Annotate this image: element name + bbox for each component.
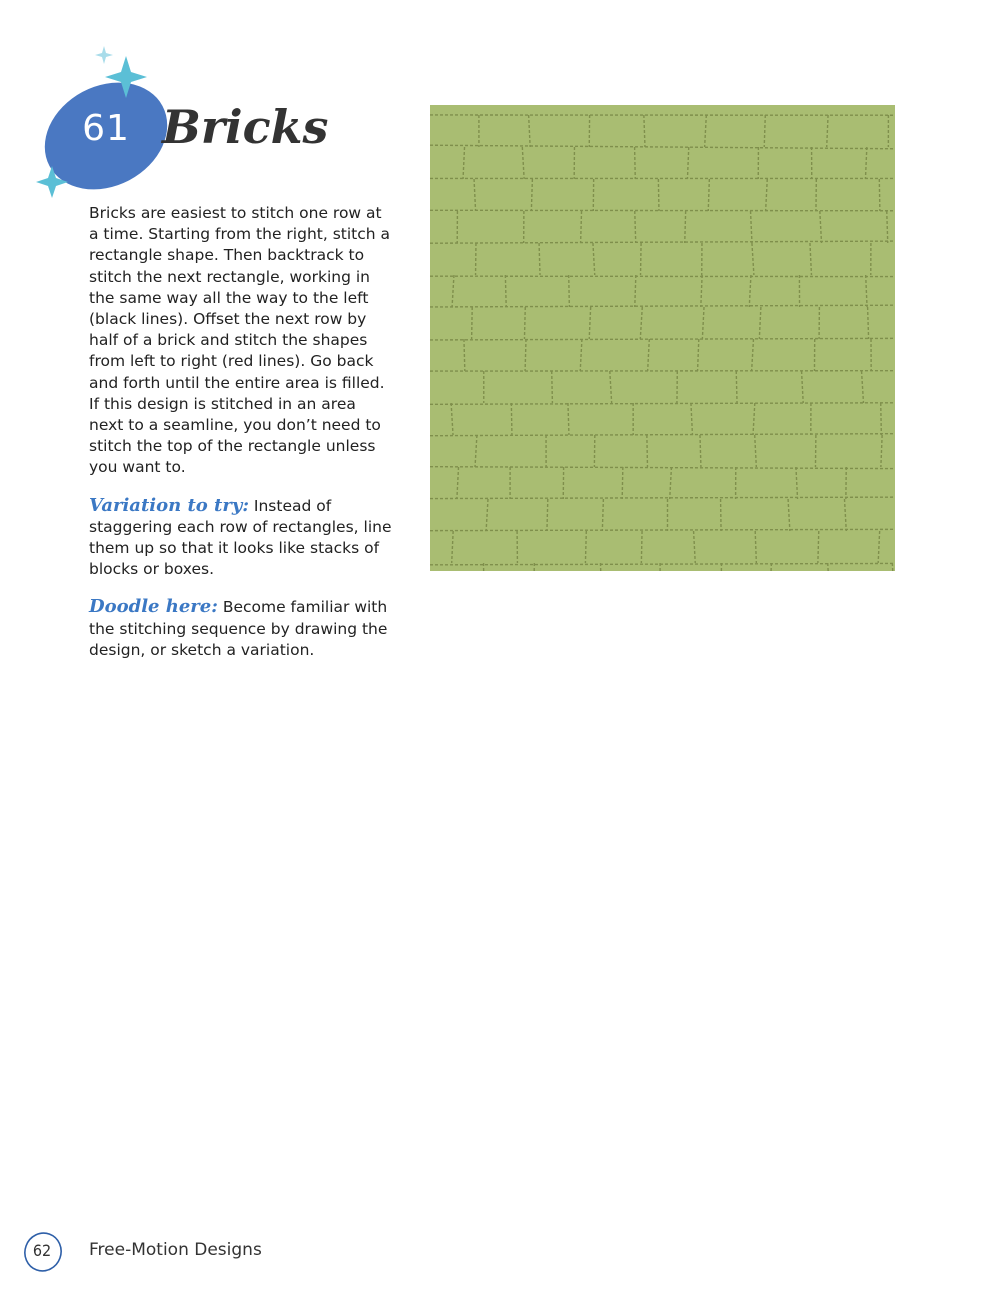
stitch-line [736, 371, 737, 403]
stitch-line [622, 467, 623, 499]
stitch-line [569, 275, 570, 307]
quilted-fabric-swatch [430, 105, 895, 571]
stitch-line [721, 499, 722, 531]
stitch-line [702, 307, 704, 339]
stitch-line [547, 499, 548, 531]
stitch-line [828, 563, 830, 571]
stitch-line [430, 529, 895, 530]
stitch-line [464, 339, 465, 371]
stitch-line [452, 275, 454, 307]
stitch-line [698, 339, 699, 371]
stitch-line [753, 403, 755, 435]
book-title: Free-Motion Designs [89, 1240, 262, 1260]
stitch-line [685, 211, 686, 243]
stitch-line [635, 211, 636, 243]
stitch-line [486, 499, 488, 531]
stitch-line [755, 435, 757, 467]
stitch-line [525, 339, 526, 371]
stitch-line [430, 338, 895, 340]
stitch-line [430, 241, 895, 243]
doodle-paragraph [89, 596, 394, 661]
stitch-line [524, 307, 525, 339]
stitch-line [529, 115, 531, 147]
stitch-line [505, 275, 506, 307]
stitch-line [892, 563, 894, 571]
stitch-line [749, 275, 751, 307]
stitch-line [687, 147, 688, 179]
stitch-line [430, 305, 895, 307]
stitch-line [658, 179, 659, 211]
variation-text: Instead of staggering each row of rectangles, line them up so that it looks like stacks of blocks or boxes. [89, 496, 392, 579]
stitch-line [751, 211, 752, 243]
stitch-line [585, 531, 586, 563]
stitch-line [705, 115, 707, 147]
stitch-line [430, 145, 895, 149]
stitch-line [522, 147, 524, 179]
stitch-line [463, 147, 465, 179]
stitch-line [593, 243, 595, 275]
doodle-text: Become familiar with the stitching sequence by drawing the design, or sketch a variation. [89, 598, 388, 659]
stitch-line [866, 275, 867, 307]
stitch-line [879, 179, 880, 211]
doodle-label: Doodle here: [89, 596, 218, 618]
stitch-line [691, 403, 693, 435]
stitch-line [635, 147, 636, 179]
stitch-line [881, 403, 882, 435]
stitch-line [430, 403, 895, 405]
stitch-line [844, 499, 846, 531]
stitch-line [552, 371, 553, 403]
stitch-line [862, 371, 864, 403]
stitch-line [511, 403, 512, 435]
stitch-line [635, 275, 636, 307]
design-title: Bricks [162, 100, 329, 154]
stitch-line [701, 275, 702, 307]
brick-stitch-pattern [430, 105, 895, 571]
stitch-line [700, 435, 701, 467]
stitch-line [796, 467, 798, 499]
stitch-line [648, 339, 650, 371]
variation-label: Variation to try: [89, 494, 249, 516]
stitch-line [670, 467, 672, 499]
stitch-line [766, 179, 768, 211]
stitch-line [472, 307, 473, 339]
stitch-line [430, 563, 895, 564]
stitch-line [641, 243, 642, 275]
stitch-line [764, 115, 765, 147]
stitch-line [810, 243, 811, 275]
body-text [89, 203, 394, 677]
stitch-line [641, 531, 642, 563]
stitch-line [647, 435, 648, 467]
stitch-line [589, 307, 590, 339]
stitch-line [474, 179, 476, 211]
stitch-line [610, 371, 612, 403]
stitch-line [881, 435, 882, 467]
variation-paragraph [89, 495, 394, 581]
stitch-line [802, 371, 804, 403]
stitch-line [755, 531, 756, 563]
stitch-line [452, 531, 453, 563]
stitch-line [818, 531, 819, 563]
stitch-line [644, 115, 645, 147]
stitch-line [820, 211, 822, 243]
stitch-line [752, 243, 754, 275]
stitch-line [568, 403, 569, 435]
stitch-line [451, 403, 453, 435]
stitch-line [878, 531, 879, 563]
stitch-line [581, 211, 582, 243]
design-badge [22, 42, 172, 202]
stitch-line [539, 243, 540, 275]
stitch-line [708, 179, 709, 211]
stitch-line [457, 467, 459, 499]
sparkle-small-icon [95, 46, 113, 64]
stitch-line [531, 179, 532, 211]
stitch-line [887, 211, 888, 243]
stitch-line [602, 499, 603, 531]
stitch-line [694, 531, 696, 563]
stitch-line [430, 434, 895, 436]
page-number-badge [22, 1231, 66, 1273]
stitch-line [827, 115, 828, 147]
stitch-line [865, 147, 866, 179]
stitch-line [430, 467, 895, 469]
design-number: 61 [82, 108, 130, 149]
stitch-line [759, 307, 761, 339]
stitch-line [752, 339, 754, 371]
stitch-line [640, 307, 642, 339]
description-paragraph: Bricks are easiest to stitch one row at a time. Starting from the right, stitch a rectangle shape. Then backtrack to stitch the next rectangle, working in the same way all the way to the left (black lines). Offset the next row by half of a brick and stitch the shapes from left to right (red lines). Go back and forth until the entire area is filled. If this design is stitched in an area next to a seamline, you don’t need to stitch the top of the rectangle unless you want to. [89, 204, 391, 477]
stitch-line [430, 497, 895, 498]
stitch-line [475, 435, 477, 467]
stitch-line [580, 339, 582, 371]
stitch-line [788, 499, 790, 531]
page-number: 62 [32, 1241, 52, 1260]
stitch-line [868, 307, 869, 339]
